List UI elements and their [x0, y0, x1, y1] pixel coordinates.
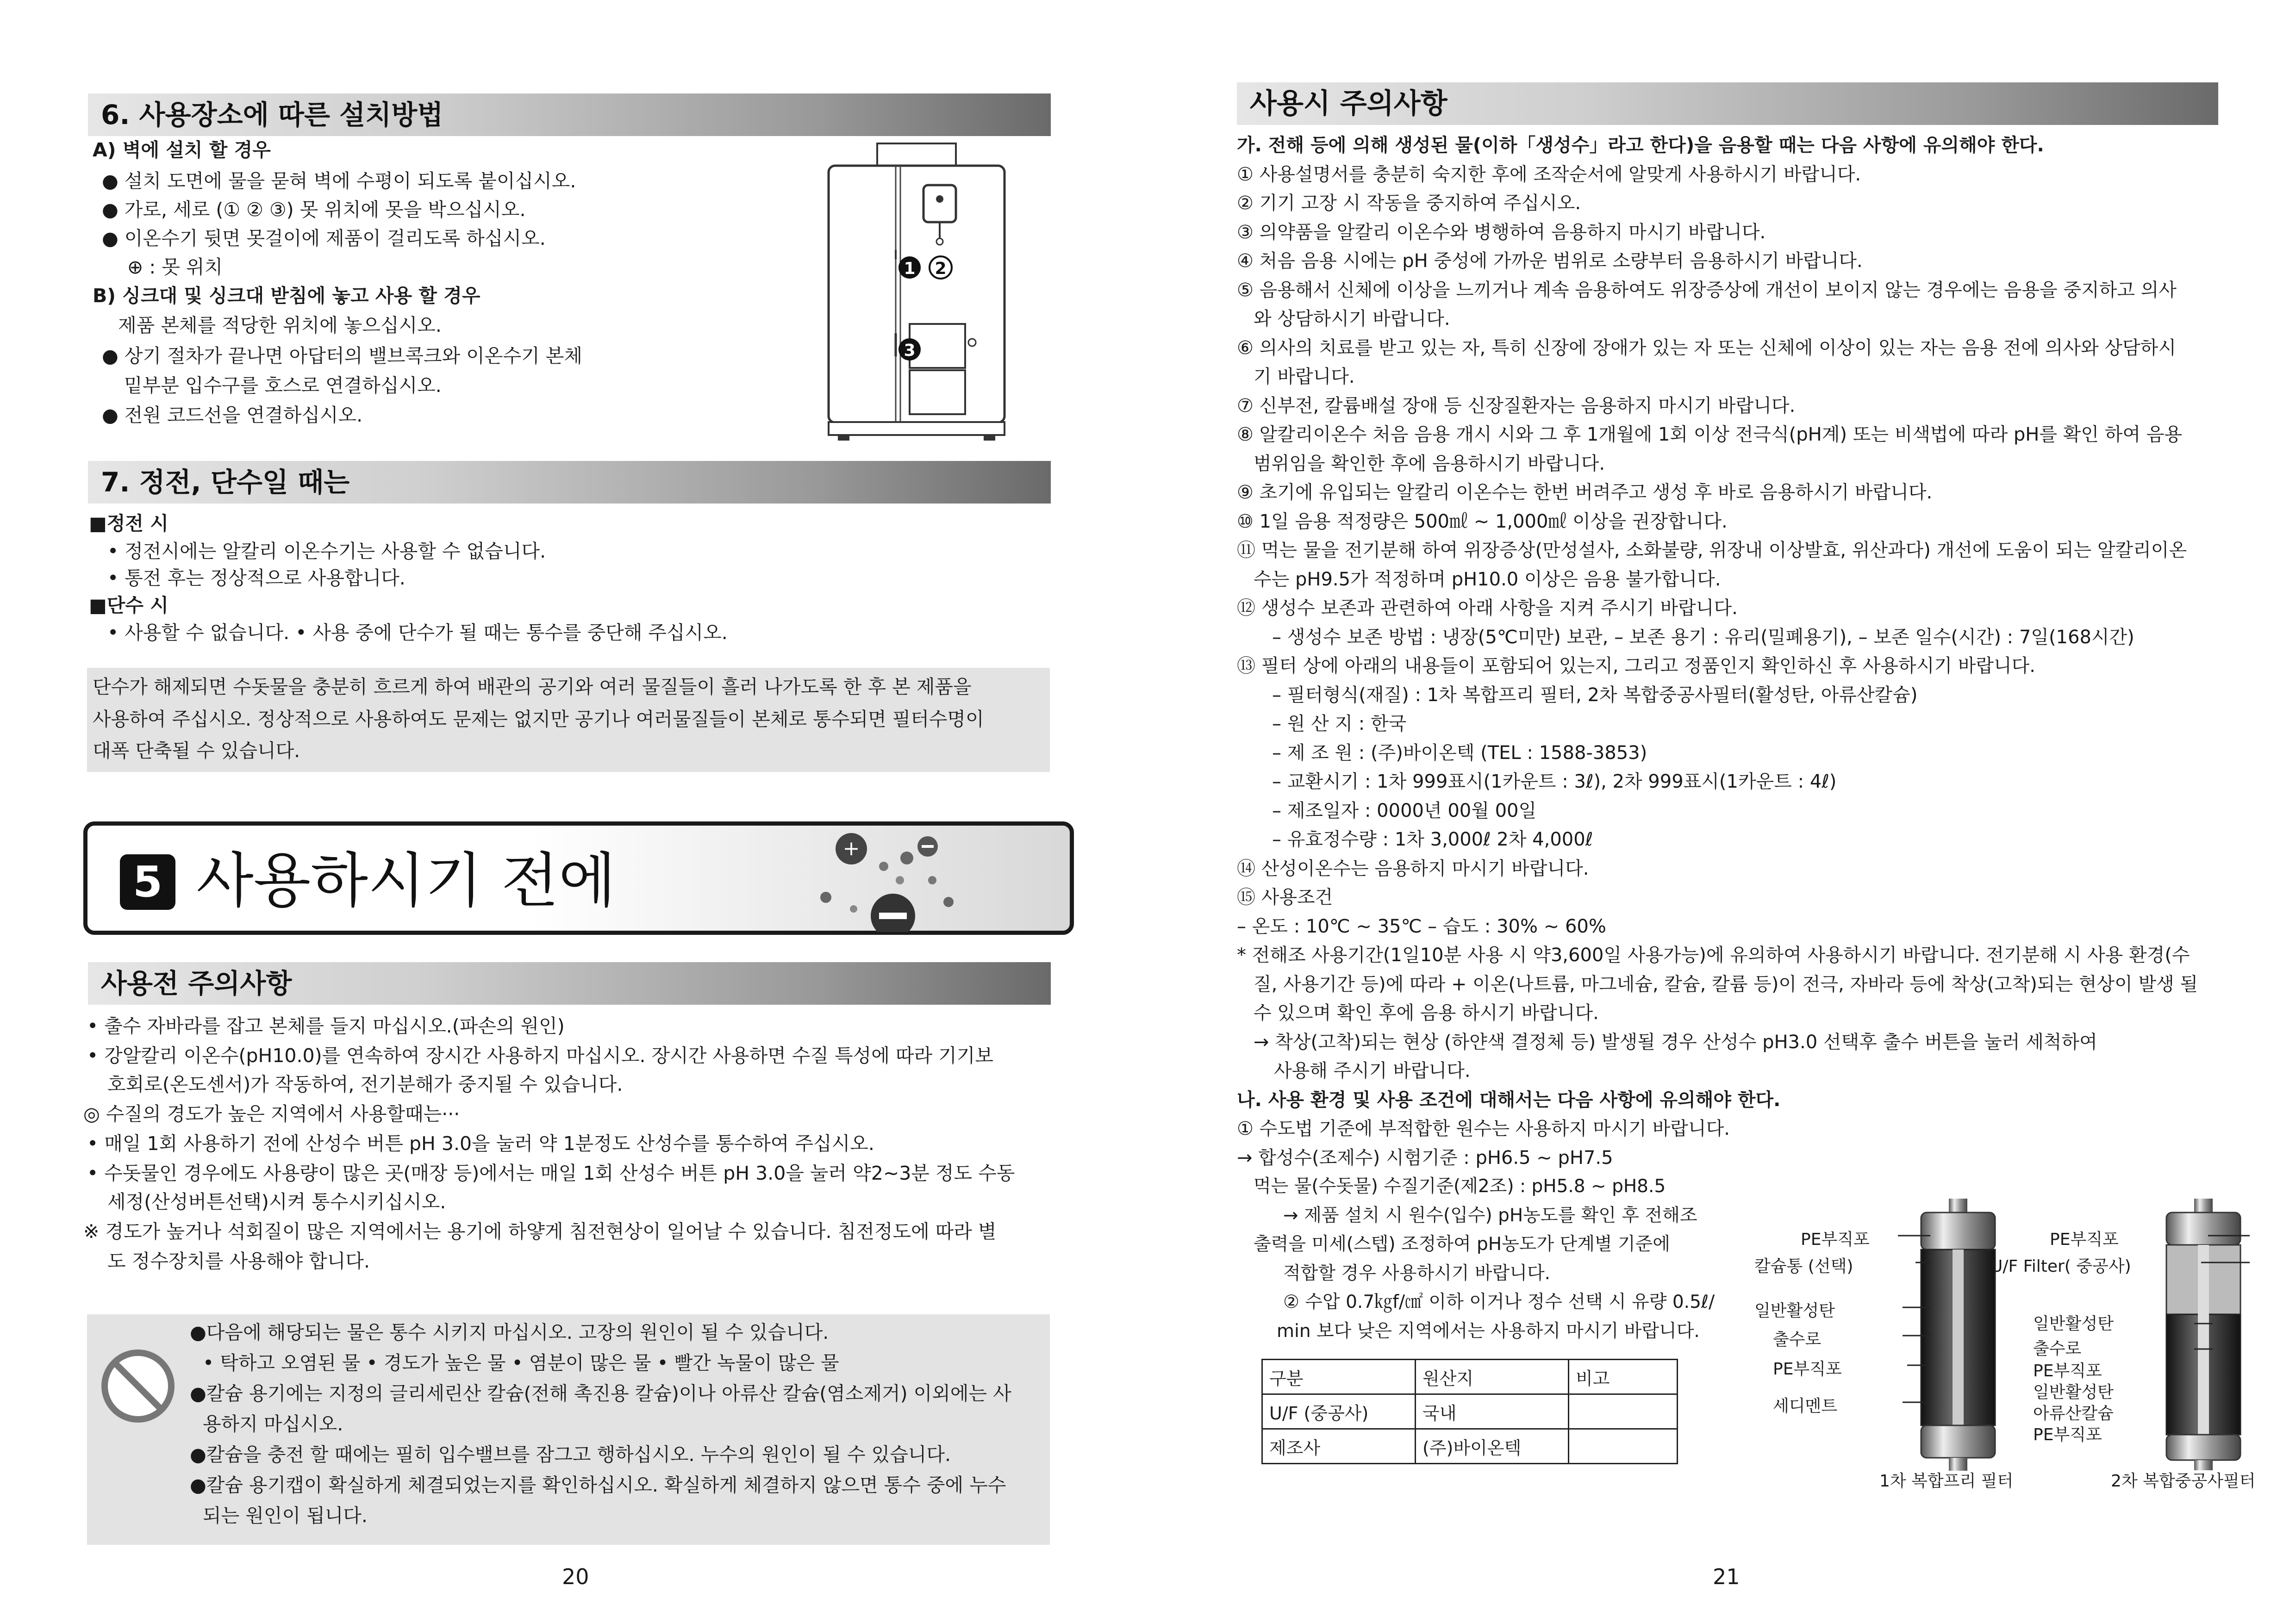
precaution-line: ⑩ 1일 음용 적정량은 500㎖ ~ 1,000㎖ 이상을 권장합니다.: [1237, 510, 1728, 532]
prohibited-icon: [99, 1347, 177, 1425]
water-restore-line2: 사용하여 주십시오. 정상적으로 사용하여도 문제는 없지만 공기나 여러물질들이 본체로 통수되면 필터수명이: [93, 708, 984, 730]
precaution-line: ① 수도법 기준에 부적합한 원수는 사용하지 마시기 바랍니다.: [1237, 1118, 1730, 1139]
svg-text:3: 3: [904, 341, 916, 360]
table-header-cell: 구분: [1262, 1360, 1416, 1394]
precaution-line: 수 있으며 확인 후에 음용 하시기 바랍니다.: [1254, 1002, 1599, 1024]
precaution-line: 가. 전해 등에 의해 생성된 물(이하「생성수」라고 한다)을 음용할 때는 다음 사항에 유의해야 한다.: [1237, 135, 2044, 156]
precaution-line: ⑥ 의사의 치료를 받고 있는 자, 특히 신장에 장애가 있는 자 또는 신체에 이상이 있는 자는 음용 전에 의사와 상담하시: [1237, 337, 2176, 359]
precaution-line: ⑪ 먹는 물을 전기분해 하여 위장증상(만성설사, 소화불량, 위장내 이상발효, 위산과다) 개선에 도움이 되는 알칼리이온: [1237, 540, 2187, 561]
power-outage-line1: • 정전시에는 알칼리 이온수기는 사용할 수 없습니다.: [107, 540, 546, 562]
filter1-label-sediment: 세디멘트: [1773, 1397, 1838, 1416]
precaution-line: 기 바랍니다.: [1254, 366, 1355, 387]
filter1-label-calcium: 칼슘통 (선택): [1754, 1257, 1853, 1276]
precaution-line: 질, 사용기간 등)에 따라 + 이온(나트륨, 마그네슘, 칼슘, 칼륨 등)이 전극, 자바라 등에 착상(고착)되는 현상이 발생 될: [1254, 973, 2198, 995]
sink-install-step3: 밑부분 입수구를 호스로 연결하십시오.: [124, 374, 442, 397]
precaution-line: – 원 산 지 : 한국: [1272, 713, 1407, 734]
page-number-right: 21: [1713, 1564, 1740, 1589]
pre-use-line3: 호회로(온도센서)가 작동하여, 전기분해가 중지될 수 있습니다.: [107, 1073, 623, 1095]
precaution-line: – 생성수 보존 방법 : 냉장(5℃미만) 보관, – 보존 용기 : 유리(밀폐용기), – 보존 일수(시간) : 7일(168시간): [1272, 626, 2134, 648]
water-outage-title: ■단수 시: [89, 594, 168, 616]
table-header-row: [1262, 1360, 1678, 1394]
precaution-line: 출력을 미세(스텝) 조정하여 pH농도가 단계별 기준에: [1254, 1234, 1670, 1255]
precaution-line: min 보다 낮은 지역에서는 사용하지 마시기 바랍니다.: [1277, 1320, 1700, 1342]
pre-use-line5: • 매일 1회 사용하기 전에 산성수 버튼 pH 3.0을 눌러 약 1분정도 산성수를 통수하여 주십시오.: [87, 1132, 874, 1155]
filter2-label-uf: U/F Filter( 중공사): [1990, 1257, 2131, 1276]
filter2-caption: 2차 복합중공사필터: [2111, 1472, 2256, 1491]
precaution-line: 수는 pH9.5가 적정하며 pH10.0 이상은 음용 불가합니다.: [1254, 568, 1721, 590]
sink-install-title: B) 싱크대 및 싱크대 받침에 놓고 사용 할 경우: [93, 285, 480, 307]
precaution-line: → 착상(고착)되는 현상 (하얀색 결정체 등) 발생될 경우 산성수 pH3.0 선택후 출수 버튼을 눌러 세척하여: [1254, 1031, 2097, 1053]
prohibited-line1: ●다음에 해당되는 물은 통수 시키지 마십시오. 고장의 원인이 될 수 있습니다.: [190, 1321, 829, 1343]
table-cell: [1569, 1394, 1678, 1429]
precaution-line: ⑨ 초기에 유입되는 알칼리 이온수는 한번 버려주고 생성 후 바로 음용하시기 바랍니다.: [1237, 482, 1933, 503]
precaution-line: → 제품 설치 시 원수(입수) pH농도를 확인 후 전해조: [1283, 1205, 1697, 1226]
ion-bubbles-icon: [819, 826, 1069, 932]
filter1-label-outlet: 출수로: [1773, 1330, 1822, 1349]
wall-mount-diagram: [819, 139, 1014, 444]
wall-install-step1: ● 설치 도면에 물을 묻혀 벽에 수평이 되도록 붙이십시오.: [102, 170, 576, 192]
filter2-label-carbon2: 일반활성탄: [2033, 1383, 2114, 1402]
chapter-banner: [83, 821, 1074, 935]
precaution-line: 범위임을 확인한 후에 음용하시기 바랍니다.: [1254, 453, 1605, 474]
filter2-label-outlet: 출수로: [2033, 1339, 2082, 1358]
precaution-line: ⑬ 필터 상에 아래의 내용들이 포함되어 있는지, 그리고 정품인지 확인하신 후 사용하시기 바랍니다.: [1237, 655, 2035, 677]
prohibited-water-box: [87, 1314, 1050, 1545]
precaution-line: – 제 조 원 : (주)바이온텍 (TEL : 1588-3853): [1272, 742, 1647, 764]
precaution-line: 나. 사용 환경 및 사용 조건에 대해서는 다음 사항에 유의해야 한다.: [1237, 1089, 1781, 1111]
table-cell: (주)바이온텍: [1416, 1429, 1569, 1464]
section-7-heading: 7. 정전, 단수일 때는: [88, 461, 1051, 504]
table-cell: [1569, 1429, 1678, 1464]
svg-text:+: +: [842, 837, 860, 860]
table-cell: 제조사: [1262, 1429, 1416, 1464]
pre-use-line8: ※ 경도가 높거나 석회질이 많은 지역에서는 용기에 하얗게 침전현상이 일어날 수 있습니다. 침전정도에 따라 별: [83, 1220, 997, 1243]
precaution-line: – 제조일자 : 0000년 00월 00일: [1272, 800, 1537, 821]
precaution-line: 사용해 주시기 바랍니다.: [1274, 1060, 1471, 1082]
chapter-title: 사용하시기 전에: [196, 846, 616, 915]
precaution-line: 와 상담하시기 바랍니다.: [1254, 308, 1450, 330]
pre-use-line7: 세정(산성버튼선택)시켜 통수시키십시오.: [107, 1191, 446, 1213]
section-6-heading: 6. 사용장소에 따른 설치방법: [88, 93, 1051, 136]
water-outage-line1: • 사용할 수 없습니다. • 사용 중에 단수가 될 때는 통수를 중단해 주십시오.: [107, 622, 728, 644]
filter-origin-table: [1261, 1359, 1678, 1464]
table-row: [1262, 1429, 1678, 1464]
precaution-line: ② 기기 고장 시 작동을 중지하여 주십시오.: [1237, 193, 1581, 214]
prohibited-line7: 되는 원인이 됩니다.: [203, 1505, 368, 1527]
precaution-line: ⑫ 생성수 보존과 관련하여 아래 사항을 지켜 주시기 바랍니다.: [1237, 597, 1738, 619]
usage-precautions-heading: 사용시 주의사항: [1237, 82, 2218, 125]
filter2-label-calcium-sulfite: 아류산칼슘: [2033, 1404, 2114, 1423]
precaution-line: – 온도 : 10℃ ~ 35℃ – 습도 : 30% ~ 60%: [1237, 915, 1606, 937]
page-number-left: 20: [562, 1564, 589, 1589]
precaution-line: – 유효정수량 : 1차 3,000ℓ 2차 4,000ℓ: [1272, 829, 1593, 850]
wall-install-title: A) 벽에 설치 할 경우: [93, 139, 271, 161]
prohibited-line2: • 탁하고 오염된 물 • 경도가 높은 물 • 염분이 많은 물 • 빨간 녹물이 많은 물: [203, 1352, 839, 1374]
nail-position-note: ⊕ : 못 위치: [127, 256, 223, 278]
precaution-line: ⑮ 사용조건: [1237, 887, 1333, 908]
prohibited-line4: 용하지 마십시오.: [203, 1413, 343, 1435]
table-cell: 국내: [1416, 1394, 1569, 1429]
wall-install-step2: ● 가로, 세로 (① ② ③) 못 위치에 못을 박으십시오.: [102, 199, 526, 221]
prohibited-line5: ●칼슘을 충전 할 때에는 필히 입수밸브를 잠그고 행하십시오. 누수의 원인이 될 수 있습니다.: [190, 1443, 951, 1466]
table-row: [1262, 1394, 1678, 1429]
pre-use-line2: • 강알칼리 이온수(pH10.0)를 연속하여 장시간 사용하지 마십시오. 장시간 사용하면 수질 특성에 따라 기기보: [87, 1045, 993, 1067]
pre-use-line6: • 수돗물인 경우에도 사용량이 많은 곳(매장 등)에서는 매일 1회 산성수 버튼 pH 3.0을 눌러 약2~3분 정도 수동: [87, 1162, 1015, 1184]
svg-text:2: 2: [935, 259, 947, 278]
filter2-label-pe-mid: PE부직포: [2033, 1362, 2102, 1380]
pre-use-line9: 도 정수장치를 사용해야 합니다.: [107, 1250, 370, 1272]
pre-use-precautions-heading: 사용전 주의사항: [88, 962, 1051, 1005]
table-cell: U/F (중공사): [1262, 1394, 1416, 1429]
svg-text:1: 1: [904, 259, 916, 278]
precaution-line: – 필터형식(재질) : 1차 복합프리 필터, 2차 복합중공사필터(활성탄, 아류산칼슘): [1272, 684, 1918, 706]
precaution-line: ⑭ 산성이온수는 음용하지 마시기 바랍니다.: [1237, 858, 1589, 879]
precaution-line: * 전해조 사용기간(1일10분 사용 시 약3,600일 사용가능)에 유의하여 사용하시기 바랍니다. 전기분해 시 사용 환경(수: [1237, 945, 2190, 966]
chapter-number: 5: [120, 854, 175, 910]
precaution-line: ④ 처음 음용 시에는 pH 중성에 가까운 범위로 소량부터 음용하시기 바랍니다.: [1237, 250, 1863, 272]
pre-use-line4: ◎ 수질의 경도가 높은 지역에서 사용할때는···: [83, 1103, 460, 1125]
water-restore-line3: 대폭 단축될 수 있습니다.: [93, 740, 300, 762]
water-restore-notice-box: [87, 668, 1050, 772]
prohibited-line6: ●칼슘 용기캡이 확실하게 체결되었는지를 확인하십시오. 확실하게 체결하지 않으면 통수 중에 누수: [190, 1474, 1006, 1496]
filter2-label-carbon: 일반활성탄: [2033, 1314, 2114, 1333]
power-outage-line2: • 통전 후는 정상적으로 사용합니다.: [107, 567, 406, 589]
sink-install-step1: 제품 본체를 적당한 위치에 놓으십시오.: [118, 314, 442, 336]
filter1-label-carbon: 일반활성탄: [1754, 1301, 1835, 1320]
filter1-label-pe-top: PE부직포: [1801, 1230, 1870, 1249]
precaution-line: ② 수압 0.7㎏f/㎠ 이하 이거나 정수 선택 시 유량 0.5ℓ/: [1283, 1292, 1715, 1312]
precaution-line: 적합할 경우 사용하시기 바랍니다.: [1283, 1262, 1551, 1284]
filter2-label-pe-top: PE부직포: [2050, 1230, 2119, 1249]
sink-install-step2: ● 상기 절차가 끝나면 아답터의 밸브콕크와 이온수기 본체: [102, 345, 582, 367]
precaution-line: ① 사용설명서를 충분히 숙지한 후에 조작순서에 알맞게 사용하시기 바랍니다.: [1237, 163, 1861, 185]
water-restore-line1: 단수가 해제되면 수돗물을 충분히 흐르게 하여 배관의 공기와 여러 물질들이 흘러 나가도록 한 후 본 제품을: [93, 676, 972, 698]
precaution-line: ⑦ 신부전, 칼륨배설 장애 등 신장질환자는 음용하지 마시기 바랍니다.: [1237, 395, 1796, 417]
precaution-line: ③ 의약품을 알칼리 이온수와 병행하여 음용하지 마시기 바랍니다.: [1237, 221, 1766, 243]
precaution-line: – 교환시기 : 1차 999표시(1카운트 : 3ℓ), 2차 999표시(1카운트 : 4ℓ): [1272, 771, 1837, 792]
pre-use-line1: • 출수 자바라를 잡고 본체를 들지 마십시오.(파손의 원인): [87, 1015, 565, 1037]
table-header-cell: 비고: [1569, 1360, 1678, 1394]
precaution-line: 먹는 물(수돗물) 수질기준(제2조) : pH5.8 ~ pH8.5: [1254, 1176, 1666, 1197]
filter1-label-pe-bottom: PE부직포: [1773, 1360, 1842, 1379]
wall-install-step3: ● 이온수기 뒷면 못걸이에 제품이 걸리도록 하십시오.: [102, 227, 546, 249]
sink-install-step4: ● 전원 코드선을 연결하십시오.: [102, 404, 363, 426]
filter2-label-pe-bottom: PE부직포: [2033, 1425, 2102, 1444]
precaution-line: ⑧ 알칼리이온수 처음 음용 개시 시와 그 후 1개월에 1회 이상 전극식(pH계) 또는 비색법에 따라 pH를 확인 하여 음용: [1237, 424, 2183, 445]
power-outage-title: ■정전 시: [89, 512, 168, 535]
right-page: [1148, 0, 2296, 1623]
filter1-caption: 1차 복합프리 필터: [1879, 1472, 2014, 1491]
prohibited-line3: ●칼슘 용기에는 지정의 글리세린산 칼슘(전해 촉진용 칼슘)이나 아류산 칼슘(염소제거) 이외에는 사: [190, 1382, 1011, 1405]
table-header-cell: 원산지: [1416, 1360, 1569, 1394]
precaution-line: ⑤ 음용해서 신체에 이상을 느끼거나 계속 음용하여도 위장증상에 개선이 보이지 않는 경우에는 음용을 중지하고 의사: [1237, 279, 2177, 301]
precaution-line: → 합성수(조제수) 시험기준 : pH6.5 ~ pH7.5: [1237, 1147, 1613, 1169]
